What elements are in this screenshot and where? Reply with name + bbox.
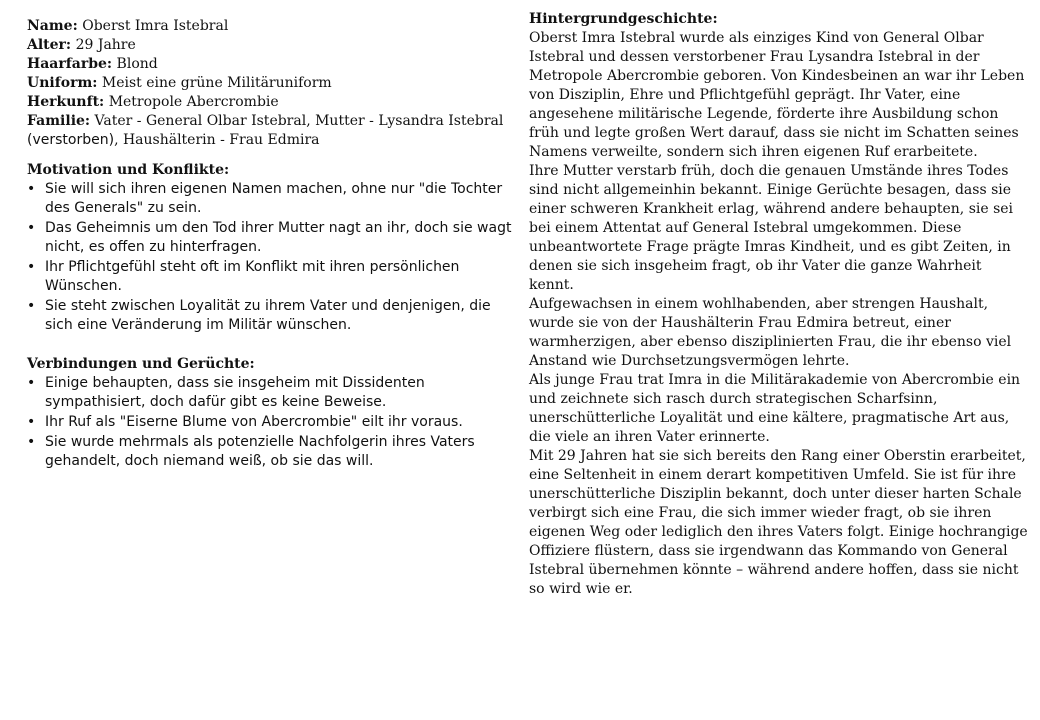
family-label: Familie: <box>27 113 91 129</box>
backstory-column <box>529 10 1029 599</box>
bullet-icon: • <box>27 414 36 430</box>
bullet-icon: • <box>27 375 36 391</box>
list-item <box>27 258 512 296</box>
list-item-text: Einige behaupten, dass sie insgeheim mit Dissidenten sympathisiert, doch dafür gibt es keine Beweise. <box>45 375 425 410</box>
motivation-section <box>27 161 512 335</box>
list-item <box>27 413 512 432</box>
origin-field <box>27 93 512 112</box>
motivation-list <box>27 180 512 335</box>
motivation-heading: Motivation und Konflikte: <box>27 162 230 178</box>
age-field <box>27 36 512 55</box>
origin-value: Metropole Abercrombie <box>108 94 279 110</box>
bullet-icon: • <box>27 181 36 197</box>
name-value: Oberst Imra Istebral <box>82 18 229 34</box>
character-profile-column <box>27 17 512 472</box>
connections-section <box>27 355 512 471</box>
family-value-part-3: , Haushälterin - Frau Edmira <box>114 132 320 148</box>
connections-list <box>27 374 512 471</box>
backstory-paragraph: Ihre Mutter verstarb früh, doch die genauen Umstände ihres Todes sind nicht allgemeinhin bekannt. Einige Gerüchte besagen, dass sie einer schweren Krankheit erlag, während andere behaupten, sie sei bei einem Attentat auf General Istebral umgekommen. Diese unbeantwortete Frage prägte Imras Kindheit, und es gibt Zeiten, in denen sie sich insgeheim fragt, ob ihr Vater die ganze Wahrheit kennt. <box>529 163 1014 293</box>
name-field <box>27 17 512 36</box>
backstory-paragraph: Als junge Frau trat Imra in die Militärakademie von Abercrombie ein und zeichnete sich rasch durch strategischen Scharfsinn, unerschütterliche Loyalität und eine kältere, pragmatische Art aus, die viele an ihren Vater erinnerte. <box>529 372 1021 445</box>
age-value: 29 Jahre <box>75 37 136 53</box>
backstory-text <box>529 29 1029 599</box>
list-item-text: Sie steht zwischen Loyalität zu ihrem Vater und denjenigen, die sich eine Veränderung im Militär wünschen. <box>45 298 491 333</box>
age-label: Alter: <box>27 37 72 53</box>
connections-heading: Verbindungen und Gerüchte: <box>27 356 255 372</box>
name-label: Name: <box>27 18 78 34</box>
hair-field <box>27 55 512 74</box>
uniform-value: Meist eine grüne Militäruniform <box>101 75 332 91</box>
hair-value: Blond <box>116 56 158 72</box>
hair-label: Haarfarbe: <box>27 56 113 72</box>
backstory-paragraph: Mit 29 Jahren hat sie sich bereits den Rang einer Oberstin erarbeitet, eine Seltenheit in einem derart kompetitiven Umfeld. Sie ist für ihre unerschütterliche Disziplin bekannt, doch unter dieser harten Schale verbirgt sich eine Frau, die sich immer wieder fragt, ob sie ihren eigenen Weg oder lediglich den ihres Vaters folgt. Einige hochrangige Offiziere flüstern, dass sie irgendwann das Kommando von General Istebral übernehmen könnte – während andere hoffen, dass sie nicht so wird wie er. <box>529 448 1028 597</box>
backstory-paragraph: Aufgewachsen in einem wohlhabenden, aber strengen Haushalt, wurde sie von der Haushälterin Frau Edmira betreut, einer warmherzigen, aber ebenso disziplinierten Frau, die ihr ebenso viel Anstand wie Durchsetzungsvermögen lehrte. <box>529 296 1012 369</box>
bullet-icon: • <box>27 220 36 236</box>
family-field <box>27 112 512 150</box>
uniform-label: Uniform: <box>27 75 98 91</box>
backstory-paragraph: Oberst Imra Istebral wurde als einziges Kind von General Olbar Istebral und dessen verstorbener Frau Lysandra Istebral in der Metropole Abercrombie geboren. Von Kindesbeinen an war ihr Leben von Disziplin, Ehre und Pflichtgefühl geprägt. Ihr Vater, eine angesehene militärische Legende, förderte ihre Ausbildung schon früh und legte großen Wert darauf, dass sie nicht im Schatten seines Namens verweilte, sondern sich ihren eigenen Ruf erarbeitete. <box>529 30 1025 160</box>
list-item-text: Ihr Ruf als "Eiserne Blume von Abercrombie" eilt ihr voraus. <box>45 414 463 430</box>
list-item <box>27 374 512 412</box>
list-item-text: Ihr Pflichtgefühl steht oft im Konflikt mit ihren persönlichen Wünschen. <box>45 259 460 294</box>
list-item-text: Sie will sich ihren eigenen Namen machen, ohne nur "die Tochter des Generals" zu sein. <box>45 181 503 216</box>
list-item <box>27 433 512 471</box>
family-value-part-2: (verstorben) <box>27 132 115 148</box>
list-item <box>27 180 512 218</box>
list-item-text: Das Geheimnis um den Tod ihrer Mutter nagt an ihr, doch sie wagt nicht, es offen zu hinterfragen. <box>45 220 512 255</box>
list-item-text: Sie wurde mehrmals als potenzielle Nachfolgerin ihres Vaters gehandelt, doch niemand weiß, ob sie das will. <box>45 434 475 469</box>
list-item <box>27 219 512 257</box>
bullet-icon: • <box>27 434 36 450</box>
origin-label: Herkunft: <box>27 94 105 110</box>
backstory-heading: Hintergrundgeschichte: <box>529 11 718 27</box>
uniform-field <box>27 74 512 93</box>
list-item <box>27 297 512 335</box>
bullet-icon: • <box>27 298 36 314</box>
bullet-icon: • <box>27 259 36 275</box>
family-value-part-1: Vater - General Olbar Istebral, Mutter - Lysandra Istebral <box>94 113 504 129</box>
profile-fields <box>27 17 512 150</box>
